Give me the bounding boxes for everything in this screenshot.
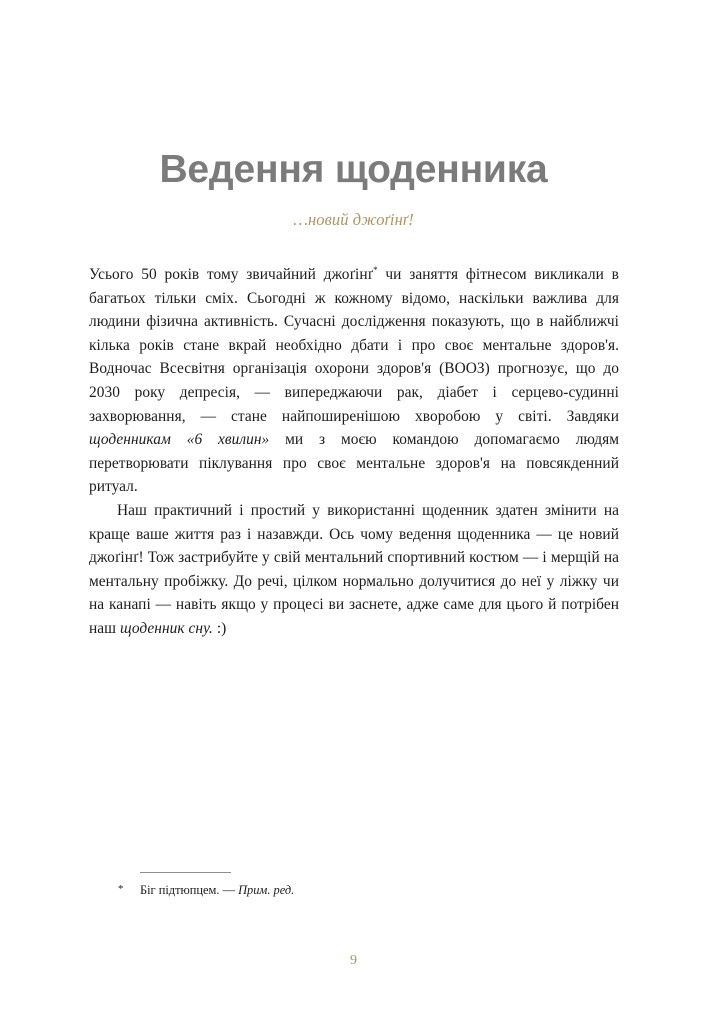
footnote-text — [140, 881, 619, 899]
paragraph-1 — [89, 263, 619, 499]
paragraph-2-italic-1: щоденник сну. — [119, 619, 213, 637]
page-number: 9 — [350, 953, 357, 968]
footnote-attribution: Прим. ред. — [238, 883, 295, 897]
paragraph-1-italic-1: щоденникам «6 хвилин» — [89, 431, 270, 449]
paragraph-1-part-1: Усього 50 років тому звичайний джоґінґ — [89, 266, 374, 283]
paragraph-1-part-3: ми з моєю командою допомагаємо людям перетворювати піклування про своє ментальне здоров'я на повсякденний ритуал. — [89, 431, 619, 496]
page-title: Ведення щоденника — [159, 148, 548, 191]
chapter-heading — [0, 148, 707, 231]
body-text-column — [89, 263, 619, 641]
footnote-item — [89, 866, 619, 899]
footnote-reference-marker[interactable]: * — [373, 264, 378, 275]
footnote-text-main: Біг підтюпцем. — — [140, 883, 239, 897]
footnote-area — [89, 866, 619, 899]
paragraph-1-part-2: чи заняття фітнесом викликали в багатьох тільки сміх. Сьогодні ж кожному відомо, наскільки важлива для людини фізична активність. Сучасні дослідження показують, що в найближчі кілька років стане вкрай необхідно дбати і про своє ментальне здоров'я. Водночас Всесвітня організація охорони здоров'я (ВООЗ) прогнозує, що до 2030 року депресія, — випереджаючи рак, діабет і серцево-судинні захворювання, — стане найпоширенішою хворобою у світі. Завдяки — [89, 266, 619, 425]
footnote-marker: * — [118, 883, 124, 895]
paragraph-2 — [89, 499, 619, 641]
chapter-subtitle: …новий джоґінґ! — [293, 210, 414, 229]
paragraph-2-part-2: :) — [212, 619, 227, 637]
paragraph-2-part-1: Наш практичний і простий у використанні щоденник здатен змінити на краще ваше життя раз і назавжди. Ось чому ведення щоденника — це новий джоґінґ! Тож застрибуйте у свій ментальний спортивний костюм — і мерщій на ментальну пробіжку. До речі, цілком нормально долучитися до неї у ліжку чи на канапі — навіть якщо у процесі ви заснете, адже саме для цього й потрібен наш — [89, 501, 619, 637]
